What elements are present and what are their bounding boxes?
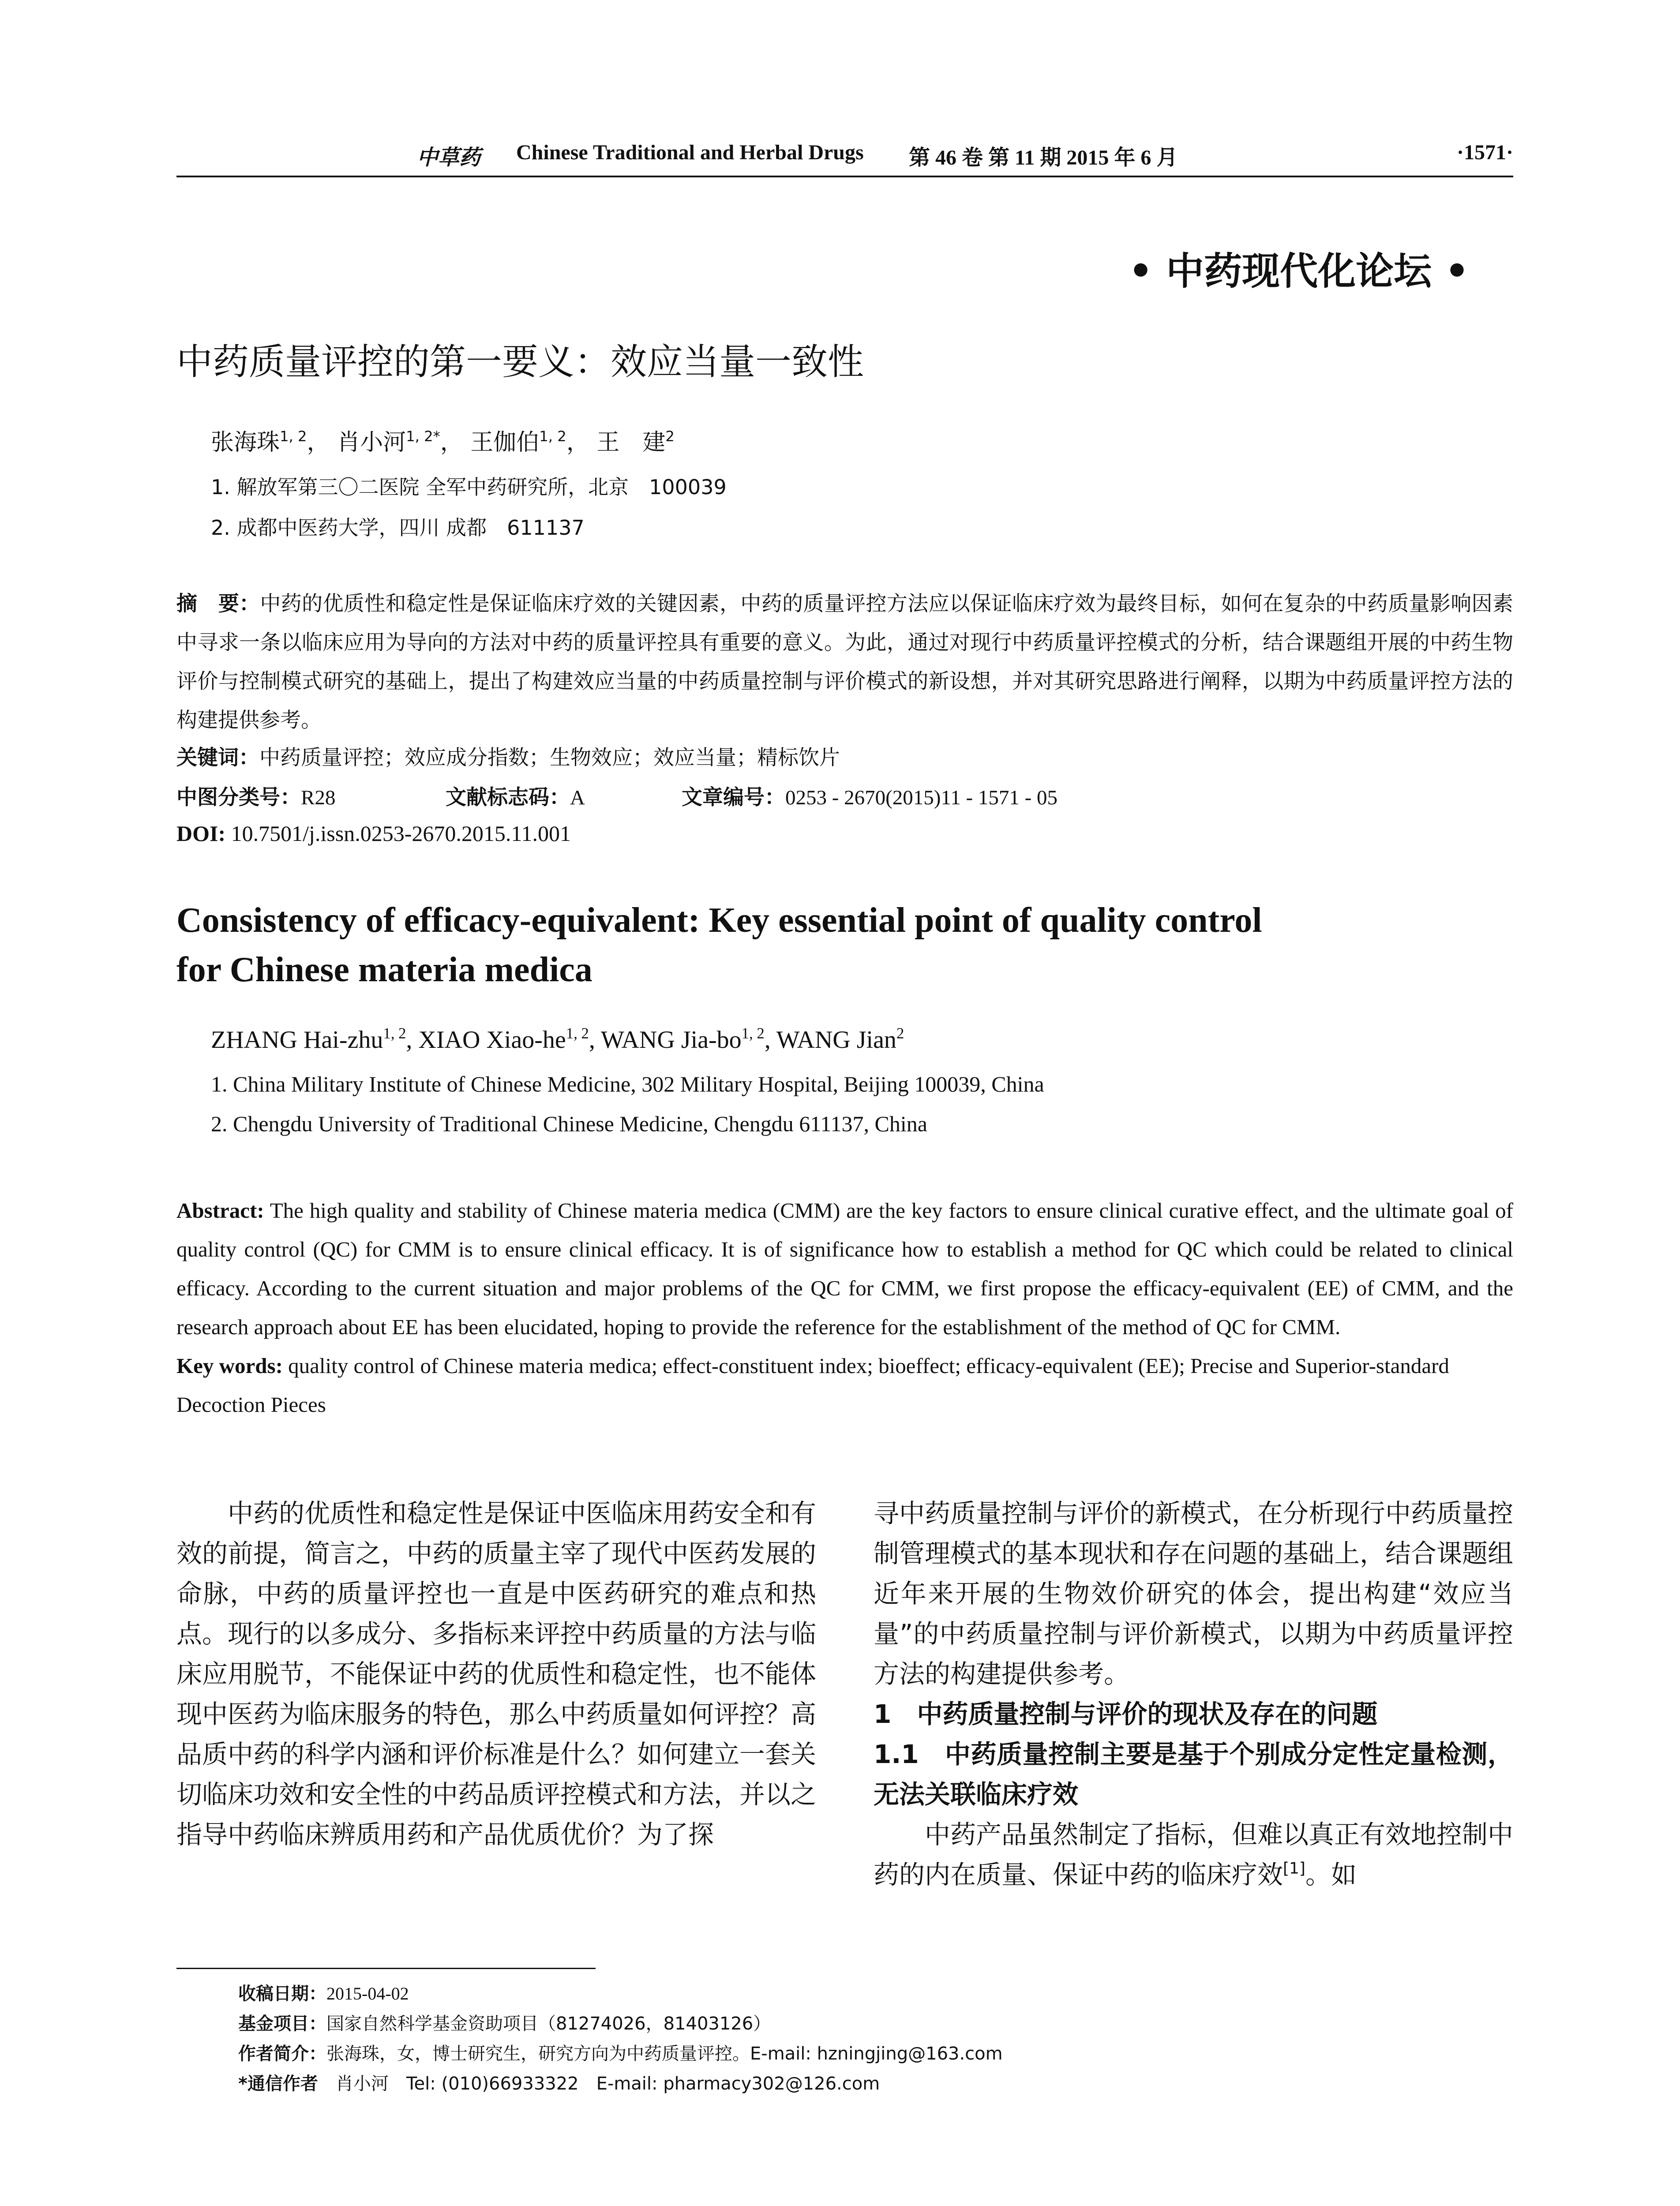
author-sep: , — [764, 1026, 776, 1054]
author-affil: 2 — [665, 428, 675, 445]
received-label: 收稿日期： — [238, 1984, 326, 2004]
clc-value: R28 — [301, 786, 336, 809]
doc-label: 文献标志码： — [446, 785, 570, 810]
doi-value: 10.7501/j.issn.0253-2670.2015.11.001 — [231, 821, 571, 846]
abstract-cn-text: 中药的优质性和稳定性是保证临床疗效的关键因素，中药的质量评控方法应以保证临床疗效为最终目标，如何在复杂的中药质量影响因素中寻求一条以临床应用为导向的方法对中药的质量评控具有重要的意义。为此，通过对现行中药质量评控模式的分析，结合课题组开展的中药生物评价与控制模式研究的基础上，提出了构建效应当量的中药质量控制与评价模式的新设想，并对其研究思路进行阐释，以期为中药质量评控方法的构建提供参考。 — [176, 592, 1514, 732]
fund-value: 国家自然科学基金资助项目（81274026，81403126） — [326, 2014, 771, 2034]
doi-line — [176, 821, 571, 846]
doc-value: A — [570, 786, 585, 809]
body-paragraph — [874, 1815, 1513, 1895]
abstract-en — [176, 1191, 1513, 1424]
keywords-en-text: quality control of Chinese materia medica; effect-constituent index; bioeffect; efficacy-equivalent (EE); Precise and Superior-standard Decoction Pieces — [176, 1354, 1449, 1417]
section-tag: • 中药现代化论坛 • — [1129, 249, 1469, 293]
received-value: 2015-04-02 — [326, 1984, 409, 2003]
article-number — [682, 781, 1058, 810]
keywords-en-label: Key words: — [176, 1354, 283, 1378]
keywords-cn — [176, 741, 840, 771]
keywords-cn-label: 关键词： — [176, 746, 259, 770]
body-text: 中药产品虽然制定了指标，但难以真正有效地控制中药的内在质量、保证中药的临床疗效 — [874, 1820, 1514, 1890]
body-column-left — [176, 1493, 816, 1855]
authors-en — [211, 1026, 904, 1054]
header-rule — [176, 176, 1513, 177]
footnote-bio — [238, 2039, 1003, 2069]
authors-cn — [211, 424, 675, 457]
footnote-rule — [176, 1968, 596, 1969]
classification-line — [176, 781, 335, 810]
footnote-fund — [238, 2009, 1003, 2039]
affiliation-cn-2: 2. 成都中医药大学，四川 成都 611137 — [211, 516, 585, 540]
author-affil: 2 — [896, 1024, 904, 1042]
author-affil: 1, 2 — [383, 1024, 406, 1042]
article-value: 0253 - 2670(2015)11 - 1571 - 05 — [785, 786, 1058, 809]
affiliation-en-2: 2. Chengdu University of Traditional Chinese Medicine, Chengdu 611137, China — [211, 1111, 927, 1136]
author-affil: 1, 2 — [280, 428, 307, 445]
doc-code — [446, 781, 585, 810]
corr-value: 肖小河 Tel: (010)66933322 E-mail: pharmacy302@126.com — [335, 2074, 880, 2094]
author-name: ZHANG Hai-zhu — [211, 1026, 383, 1054]
author-sep: , — [406, 1026, 419, 1054]
corr-label: *通信作者 — [238, 2074, 318, 2094]
citation-ref: [1] — [1283, 1859, 1305, 1878]
author-name: 张海珠 — [211, 429, 280, 456]
author-name: 肖小河 — [337, 429, 406, 456]
journal-name-en: Chinese Traditional and Herbal Drugs — [516, 141, 864, 164]
affiliation-cn-1: 1. 解放军第三〇二医院 全军中药研究所，北京 100039 — [211, 475, 727, 499]
journal-name-cn: 中草药 — [417, 145, 481, 170]
title-cn: 中药质量评控的第一要义：效应当量一致性 — [176, 341, 864, 383]
section-heading-1-1: 1.1 中药质量控制主要是基于个别成分定性定量检测，无法关联临床疗效 — [874, 1739, 1513, 1809]
abstract-cn — [176, 585, 1513, 740]
title-en-line: for Chinese materia medica — [176, 950, 592, 989]
author-name: XIAO Xiao-he — [418, 1026, 566, 1054]
author-sep: ， — [307, 429, 330, 456]
title-en — [176, 896, 1513, 994]
clc-label: 中图分类号： — [176, 785, 301, 810]
author-name: 王 建 — [596, 429, 666, 456]
title-en-line: Consistency of efficacy-equivalent: Key essential point of quality control — [176, 901, 1262, 940]
author-sep: ， — [566, 429, 589, 456]
article-label: 文章编号： — [682, 785, 785, 810]
bio-value: 张海珠，女，博士研究生，研究方向为中药质量评控。E-mail: hzningjing@163.com — [326, 2044, 1003, 2064]
author-name: WANG Jia-bo — [600, 1026, 742, 1054]
footnotes — [238, 1979, 1003, 2099]
doi-label: DOI: — [176, 821, 226, 846]
author-sep: ， — [440, 429, 463, 456]
author-affil: 1, 2 — [539, 428, 566, 445]
footnote-received — [238, 1979, 1003, 2009]
author-sep: , — [589, 1026, 601, 1054]
issue-info: 第 46 卷 第 11 期 2015 年 6 月 — [909, 146, 1178, 169]
fund-label: 基金项目： — [238, 2014, 326, 2034]
author-name: WANG Jian — [776, 1026, 896, 1054]
footnote-correspondence — [238, 2069, 1003, 2099]
author-name: 王伽伯 — [470, 429, 540, 456]
abstract-en-label: Abstract: — [176, 1198, 264, 1223]
body-paragraph: 中药的优质性和稳定性是保证中医临床用药安全和有效的前提，简言之，中药的质量主宰了现代中医药发展的命脉，中药的质量评控也一直是中医药研究的难点和热点。现行的以多成分、多指标来评控中药质量的方法与临床应用脱节，不能保证中药的优质性和稳定性，也不能体现中医药为临床服务的特色，那么中药质量如何评控？高品质中药的科学内涵和评价标准是什么？如何建立一套关切临床功效和安全性的中药品质评控模式和方法，并以之指导中药临床辨质用药和产品优质优价？为了探 — [176, 1498, 817, 1850]
page-number: ·1571· — [1456, 141, 1513, 164]
affiliation-en-1: 1. China Military Institute of Chinese Medicine, 302 Military Hospital, Beijing 100039, China — [211, 1072, 1044, 1096]
body-text: 。如 — [1305, 1860, 1357, 1890]
body-column-right — [874, 1493, 1513, 1895]
author-affil: 1, 2 — [741, 1024, 765, 1042]
bio-label: 作者简介： — [238, 2044, 326, 2064]
section-heading-1: 1 中药质量控制与评价的现状及存在的问题 — [874, 1699, 1378, 1729]
keywords-cn-text: 中药质量评控；效应成分指数；生物效应；效应当量；精标饮片 — [259, 746, 840, 770]
author-affil: 1, 2 — [566, 1024, 589, 1042]
body-paragraph: 寻中药质量控制与评价的新模式，在分析现行中药质量控制管理模式的基本现状和存在问题的基础上，结合课题组近年来开展的生物效价研究的体会，提出构建“效应当量”的中药质量控制与评价新模式，以期为中药质量评控方法的构建提供参考。 — [874, 1498, 1514, 1689]
abstract-cn-label: 摘 要： — [176, 592, 260, 616]
author-affil: 1, 2* — [406, 428, 440, 445]
keywords-en — [176, 1347, 1513, 1424]
abstract-en-text: The high quality and stability of Chinese materia medica (CMM) are the key factors to ensure clinical curative effect, and the ultimate goal of quality control (QC) for CMM is to ensure clinical efficacy. It is of significance how to establish a method for QC which could be related to clinical efficacy. According to the current situation and major problems of the QC for CMM, we first propose the efficacy-equivalent (EE) of CMM, and the research approach about EE has been elucidated, hoping to provide the reference for the establishment of the method of QC for CMM. — [176, 1198, 1513, 1339]
